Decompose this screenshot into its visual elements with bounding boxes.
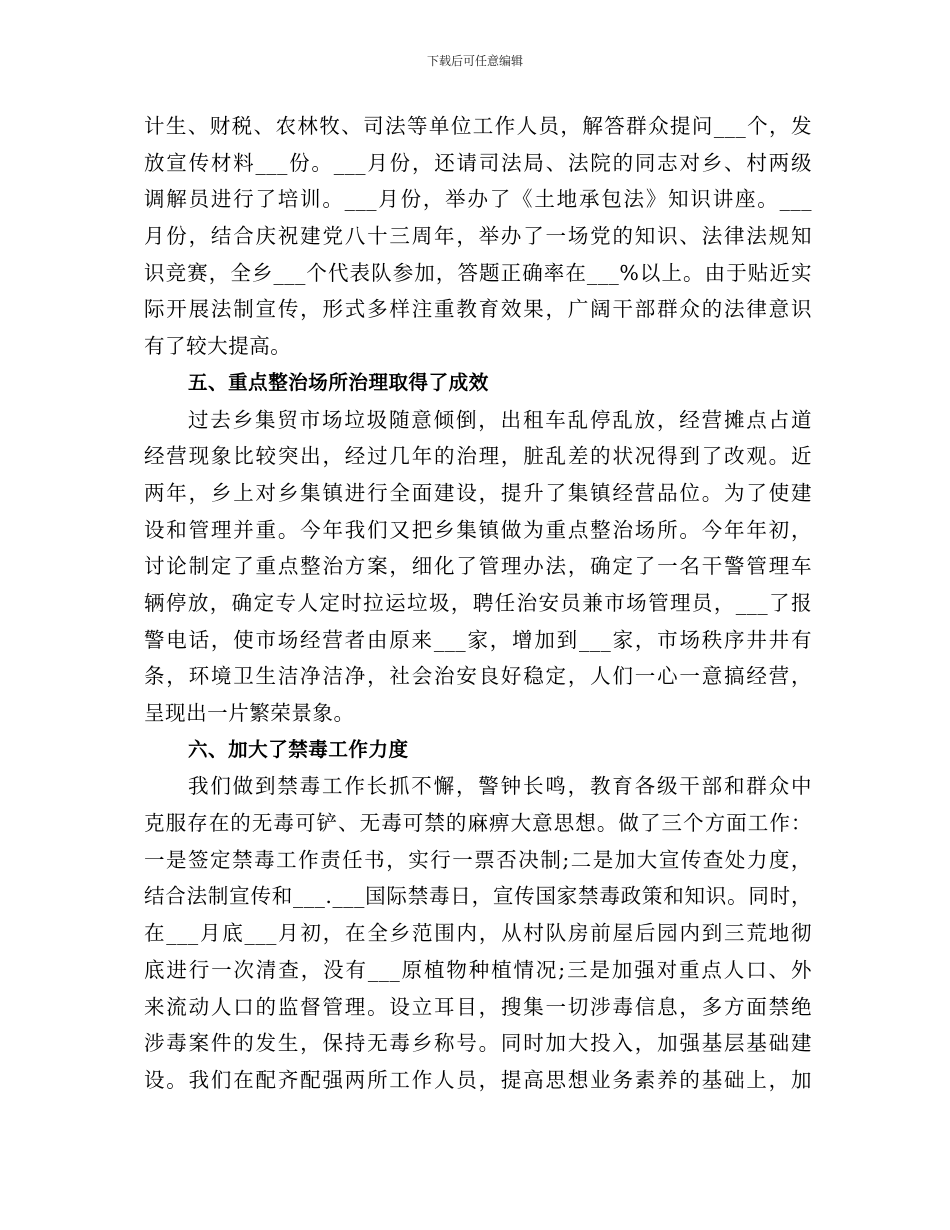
text-line: 警电话，使市场经营者由原来___家，增加到___家，市场秩序井井有 [144, 627, 812, 652]
text-line: 有了较大提高。 [144, 334, 292, 359]
document-body [144, 108, 812, 1099]
text-line: 条，环境卫生洁净洁净，社会治安良好稳定，人们一心一意搞经营， [144, 664, 812, 689]
text-line: 两年，乡上对乡集镇进行全面建设，提升了集镇经营品位。为了使建 [144, 480, 812, 505]
text-line: 经营现象比较突出，经过几年的治理，脏乱差的状况得到了改观。近 [144, 444, 812, 469]
text-line: 我们做到禁毒工作长抓不懈，警钟长鸣，教育各级干部和群众中 [188, 774, 812, 799]
text-line: 识竞赛，全乡___个代表队参加，答题正确率在___%以上。由于贴近实 [144, 260, 812, 285]
section-heading: 五、重点整治场所治理取得了成效 [188, 370, 489, 394]
paragraph [144, 768, 812, 1098]
paragraph [144, 108, 812, 365]
text-line: 结合法制宣传和___.___国际禁毒日，宣传国家禁毒政策和知识。同时， [144, 884, 812, 909]
text-line: 月份，结合庆祝建党八十三周年，举办了一场党的知识、法律法规知 [144, 224, 812, 249]
text-line: 呈现出一片繁荣景象。 [144, 701, 355, 725]
text-line: 放宣传材料___份。___月份，还请司法局、法院的同志对乡、村两级 [144, 150, 812, 175]
page-header: 下载后可任意编辑 [426, 54, 523, 68]
text-line: 克服存在的无毒可铲、无毒可禁的麻痹大意思想。做了三个方面工作： [144, 811, 812, 836]
text-line: 设。我们在配齐配强两所工作人员，提高思想业务素养的基础上，加 [144, 1067, 812, 1092]
text-line: 调解员进行了培训。___月份，举办了《土地承包法》知识讲座。___ [144, 187, 812, 212]
text-line: 在___月底___月初，在全乡范围内，从村队房前屋后园内到三荒地彻 [144, 921, 812, 946]
text-line: 一是签定禁毒工作责任书，实行一票否决制;二是加大宣传查处力度， [144, 847, 812, 872]
text-line: 涉毒案件的发生，保持无毒乡称号。同时加大投入，加强基层基础建 [144, 1031, 812, 1056]
text-line: 来流动人口的监督管理。设立耳目，搜集一切涉毒信息，多方面禁绝 [144, 994, 812, 1019]
text-line: 设和管理并重。今年我们又把乡集镇做为重点整治场所。今年年初， [144, 517, 812, 542]
text-line: 计生、财税、农林牧、司法等单位工作人员，解答群众提问___个，发 [144, 114, 812, 138]
paragraph [144, 402, 812, 732]
text-line: 辆停放，确定专人定时拉运垃圾，聘任治安员兼市场管理员，___了报 [144, 590, 812, 615]
text-line: 底进行一次清查，没有___原植物种植情况;三是加强对重点人口、外 [144, 957, 812, 982]
text-line: 际开展法制宣传，形式多样注重教育效果，广阔干部群众的法律意识 [144, 297, 812, 322]
text-line: 过去乡集贸市场垃圾随意倾倒，出租车乱停乱放，经营摊点占道 [188, 407, 812, 432]
text-line: 讨论制定了重点整治方案，细化了管理办法，确定了一名干警管理车 [144, 554, 812, 579]
section-heading: 六、加大了禁毒工作力度 [188, 737, 409, 761]
